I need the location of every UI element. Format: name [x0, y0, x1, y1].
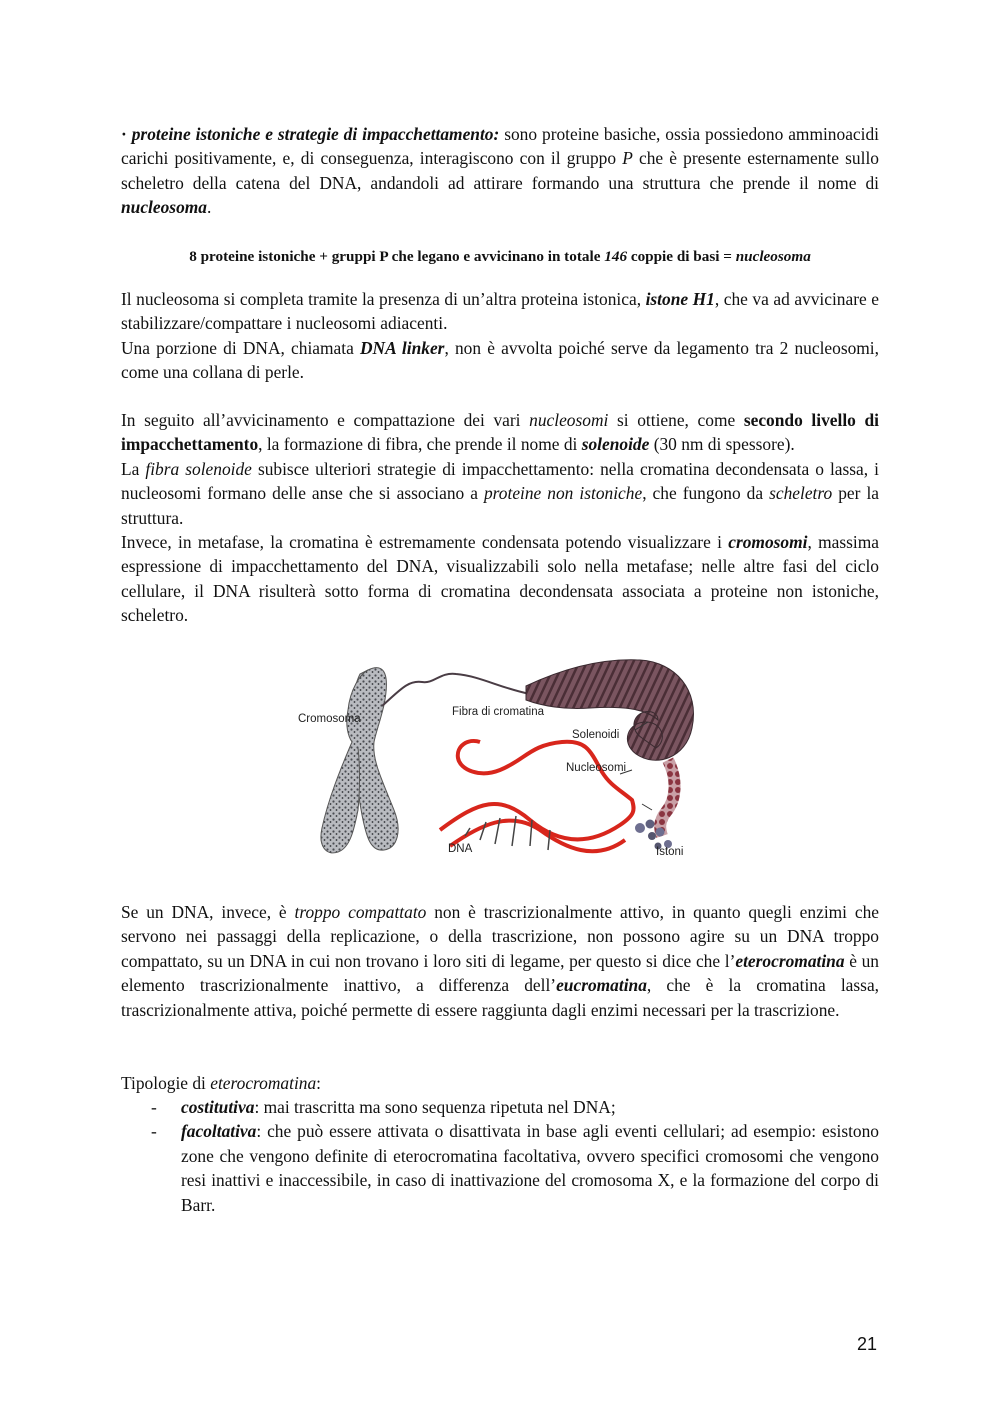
solenoid-strand [660, 760, 674, 836]
label-nucleosomi: Nucleosomi [566, 762, 627, 774]
heterochromatin-types-list [121, 1095, 879, 1217]
chromatin-thread [382, 674, 530, 706]
label-dna: DNA [448, 843, 473, 855]
paragraph-heterochromatin: Se un DNA, invece, è troppo compattato non è trascrizionalmente attivo, in quanto quegli enzimi che servono nei passaggi della replicazione, o della trascrizione, non possono agire su un DNA troppo compattato, su un DNA in cui non trovano i loro siti di legame, per questo si dice che l’eterocromatina è un elemento trascrizionalmente inattivo, a differenza dell’eucromatina, che è la cromatina lassa, trascrizionalmente attiva, poiché permette di essere raggiunta dagli enzimi necessari per la trascrizione. [121, 902, 880, 1020]
paragraph-solenoid: In seguito all’avvicinamento e compattazione dei vari nucleosomi si ottiene, come secondo livello di impacchettamento, la formazione di fibra, che prende il nome di solenoide (30 nm di spessore). La fibra solenoide subisce ulteriori strategie di impacchettamento: nella cromatina decondensata o lassa, i nucleosomi formano delle anse che si associano a proteine non istoniche, che fungono da scheletro per la struttura. Invece, in metafase, la cromatina è estremamente condensata potendo visualizzare i cromosomi, massima espressione di impacchettamento del DNA, visualizzabili solo nella metafase; nelle altre fasi del ciclo cellulare, il DNA risulterà sotto forma di cromatina decondensata associata a proteine non istoniche, scheletro. [121, 410, 880, 626]
paragraph-histone-proteins: · proteine istoniche e strategie di impacchettamento: sono proteine basiche, ossia possiedono amminoacidi carichi positivamente, e, di conseguenza, interagiscono con il gruppo P che è presente esternamente sullo scheletro della catena del DNA, andandoli ad attirare formando una struttura che prende il nome di nucleosoma. [121, 124, 879, 218]
label-cromosoma: Cromosoma [298, 713, 361, 725]
bullet: · [121, 124, 127, 144]
paragraph-types-heading: Tipologie di eterocromatina: [121, 1073, 322, 1093]
section-heading: proteine istoniche e strategie di impacchettamento: [131, 124, 500, 144]
label-solenoidi: Solenoidi [572, 729, 620, 741]
page-number: 21 [856, 1334, 877, 1354]
paragraph-histone-h1: Il nucleosoma si completa tramite la presenza di un’altra proteina istonica, istone H1, che va ad avvicinare e stabilizzare/compattare i nucleosomi adiacenti. Una porzione di DNA, chiamata DNA linker, non è avvolta poiché serve da legamento tra 2 nucleosomi, come una collana di perle. [121, 289, 879, 383]
label-fibra-di-cromatina: Fibra di cromatina [452, 706, 545, 718]
chromosome-image [321, 668, 398, 853]
list-item: - costitutiva: mai trascritta ma sono sequenza ripetuta nel DNA; [151, 1097, 616, 1117]
nucleosome-formula: 8 proteine istoniche + gruppi P che legano e avvicinano in totale 146 coppie di basi = nucleosoma [189, 248, 811, 265]
chromatin-figure [290, 650, 710, 872]
dna-helix [440, 741, 634, 851]
list-item: - facoltativa: che può essere attivata o disattivata in base agli eventi cellulari; ad esempio: esistono zone che vengono definite di eterocromatina facoltativa, ovvero specifici cromosomi che vengono resi inattivi e inaccessibile, in caso di inattivazione del cromosoma X, e la formazione del corpo di Barr. [151, 1121, 879, 1215]
label-istoni: Istoni [656, 846, 684, 858]
